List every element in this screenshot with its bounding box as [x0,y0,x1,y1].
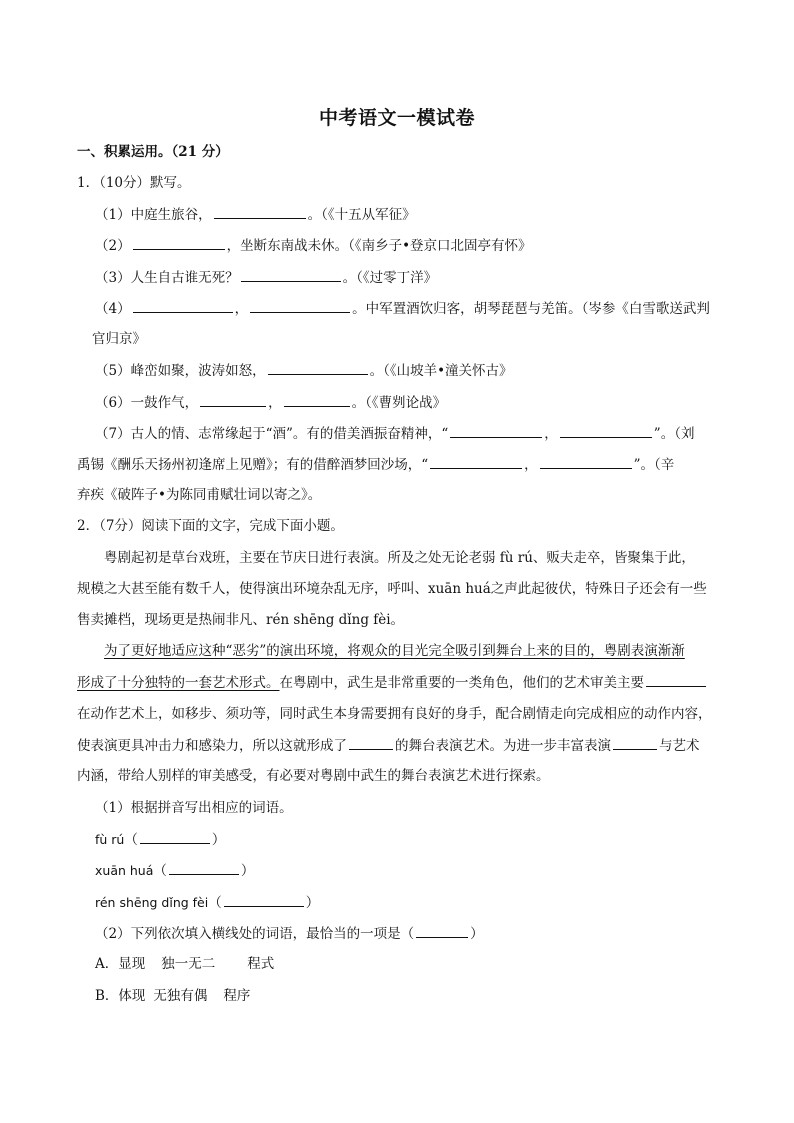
passage-line: 形成了十分独特的一套艺术形式。在粤剧中，武生是非常重要的一类角色，他们的艺术审美主要 [77,672,708,693]
answer-blank[interactable] [140,829,210,844]
question-1-header: 1．（10分）默写。 [77,175,191,191]
sub-question-2: （2）下列依次填入横线处的词语，最恰当的一项是（ ） [95,923,484,944]
q1-item-4-cont: 官归京》 [92,331,146,347]
q1-item-1: （1）中庭生旅谷， 。（《十五从军征》 [95,204,416,225]
answer-blank[interactable] [430,454,522,469]
answer-blank[interactable] [169,860,239,875]
page-title: 中考语文一模试卷 [318,107,475,129]
answer-blank[interactable] [241,267,341,282]
q1-item-3: （3）人生自古谁无死？ 。（《过零丁洋》 [95,267,437,288]
answer-blank[interactable] [646,672,706,687]
answer-blank[interactable] [416,923,468,938]
q1-item-7-cont: 禹锡《酬乐天扬州初逢席上见赠》；有的借醉酒梦回沙场，“ ， ”。（辛 [77,454,674,475]
q1-item-6: （6）一鼓作气， ， 。（《曹刿论战》 [95,392,446,413]
answer-blank[interactable] [540,454,632,469]
passage-line: 使表演更具冲击力和感染力，所以这就形成了 的舞台表演艺术。为进一步丰富表演 与艺术 [77,735,700,756]
sub-question-1: （1）根据拼音写出相应的词语。 [95,800,293,816]
answer-blank[interactable] [250,298,350,313]
answer-blank[interactable] [450,423,542,438]
passage-line: 粤剧起初是草台戏班，主要在节庆日进行表演。所及之处无论老弱 fù rú、贩夫走卒，皆聚集于此， [104,550,695,566]
pinyin-item-3: rén shēng dǐng fèi（ ） [95,892,319,913]
pinyin-item-1: fù rú（ ） [95,829,225,850]
answer-blank[interactable] [284,392,350,407]
q1-item-7-end: 弃疾《破阵子•为陈同甫赋壮词以寄之》。 [77,487,322,503]
passage-line: 内涵，带给人别样的审美感受，有必要对粤剧中武生的舞台表演艺术进行探索。 [77,768,550,784]
q1-item-2: （2） ，坐断东南战未休。（《南乡子•登京口北固亭有怀》 [95,235,532,256]
answer-blank[interactable] [214,204,306,219]
q1-item-7: （7）古人的情、志常缘起于“酒”。有的借美酒振奋精神，“ ， ”。（刘 [95,423,694,444]
answer-blank[interactable] [349,735,393,750]
answer-blank[interactable] [224,892,304,907]
answer-blank[interactable] [613,735,657,750]
passage-line: 在动作艺术上，如移步、须功等，同时武生本身需要拥有良好的身手，配合剧情走向完成相应的动作内容， [77,706,712,722]
passage-line: 规模之大甚至能有数千人，使得演出环境杂乱无序，呼叫、xuān huá之声此起彼伏，特殊日子还会有一些 [77,581,707,597]
option-a[interactable]: A．显现 独一无二 程式 [95,956,275,972]
q1-item-5: （5）峰峦如聚，波涛如怒， 。（《山坡羊•潼关怀古》 [95,360,513,381]
section-heading: 一、积累运用。（21 分） [77,144,229,160]
pinyin-item-2: xuān huá（ ） [95,860,254,881]
answer-blank[interactable] [268,360,368,375]
answer-blank[interactable] [560,423,652,438]
q1-item-4: （4） ， 。中军置酒饮归客，胡琴琵琶与羌笛。（岑参《白雪歌送武判 [95,298,710,319]
answer-blank[interactable] [133,235,225,250]
option-b[interactable]: B．体现 无独有偶 程序 [95,988,251,1004]
answer-blank[interactable] [133,298,233,313]
underlined-sentence: 为了更好地适应这种“恶劣”的演出环境，将观众的目光完全吸引到舞台上来的目的，粤剧表演渐渐 [104,643,685,659]
answer-blank[interactable] [200,392,266,407]
passage-line: 售卖摊档，现场更是热闹非凡、rén shēng dǐng fèi。 [77,612,405,628]
underlined-sentence: 形成了十分独特的一套艺术形式。 [77,675,280,691]
question-2-header: 2．（7分）阅读下面的文字，完成下面小题。 [77,518,344,534]
